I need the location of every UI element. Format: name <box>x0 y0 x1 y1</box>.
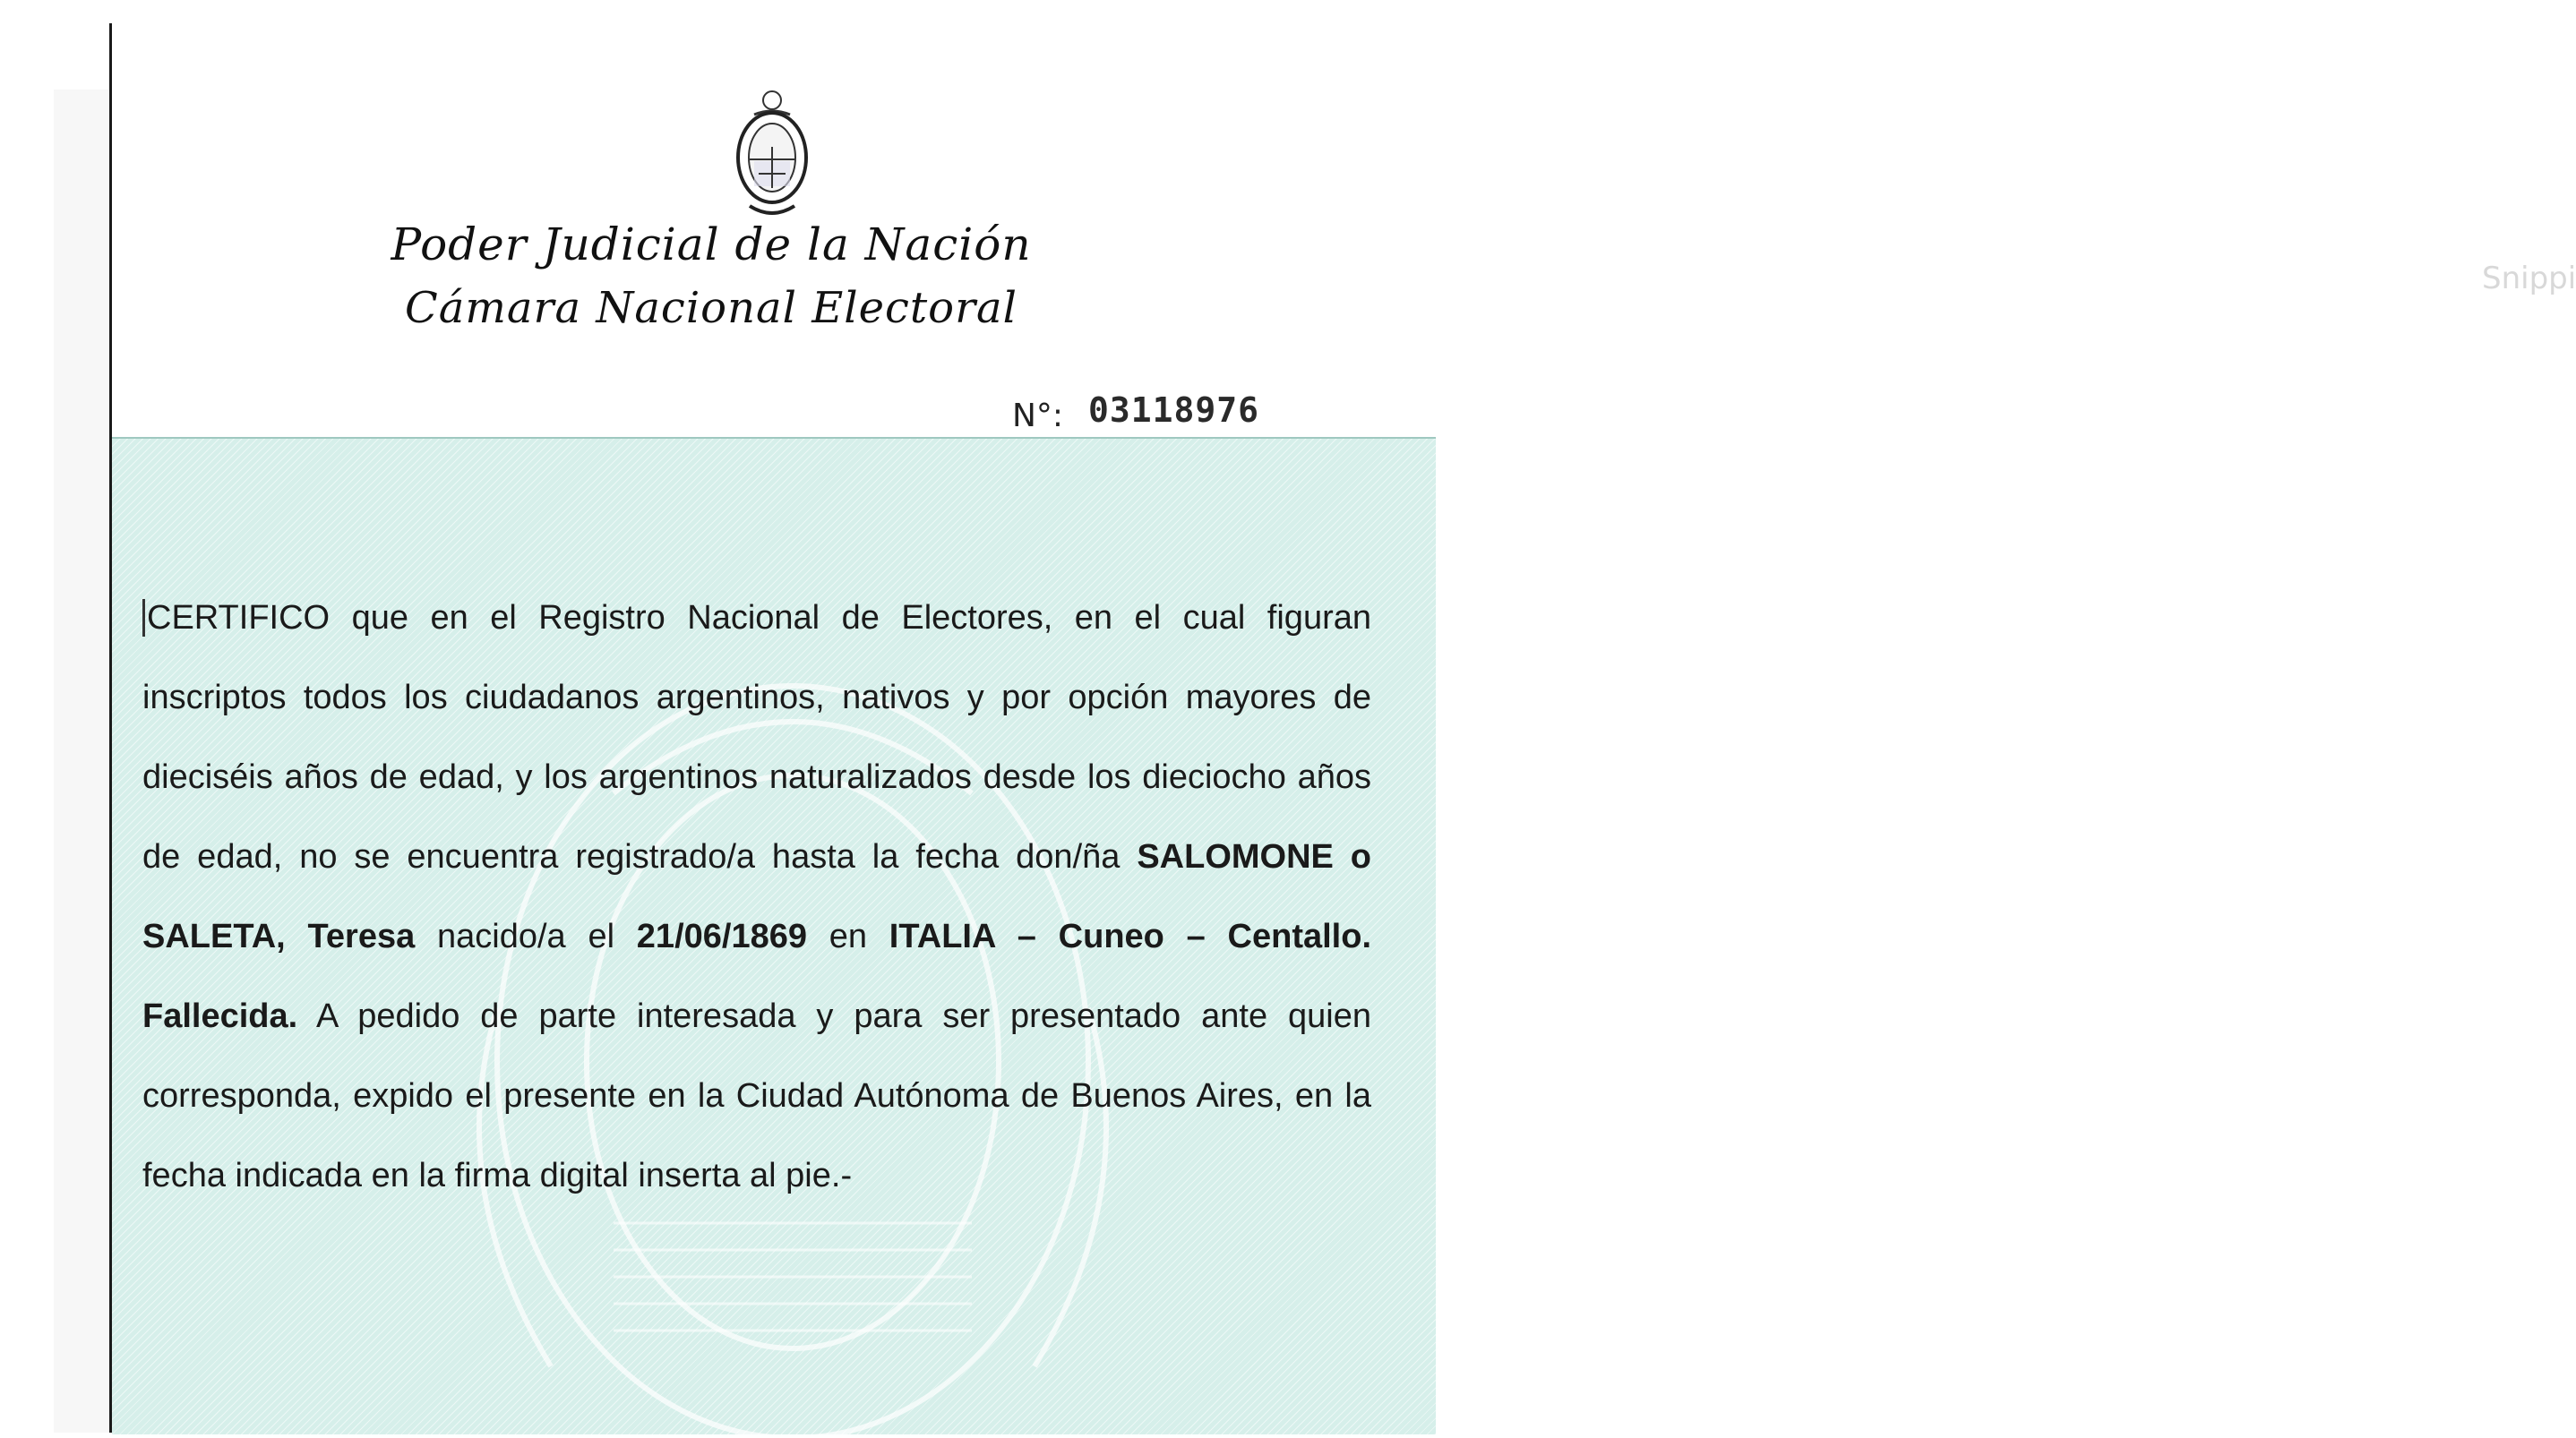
institution-title: Poder Judicial de la Nación <box>391 218 1032 270</box>
person-name: SALOMONE o SALETA, Teresa <box>142 838 1371 955</box>
coat-of-arms-icon <box>732 88 812 222</box>
body-text-part-2: nacido/a el <box>415 918 637 955</box>
text-cursor <box>142 599 145 637</box>
birth-date: 21/06/1869 <box>636 918 807 955</box>
chamber-title: Cámara Nacional Electoral <box>405 283 1018 333</box>
body-text-part-1: CERTIFICO que en el Registro Nacional de Electores, en el cual figuran inscriptos todos los ciudadanos argentinos, nativos y por opción mayores de dieciséis años de edad, y los argentinos naturalizados desde los dieciocho años de edad, no se encuentra registrado/a hasta la fecha don/ña <box>142 599 1371 876</box>
body-text-part-4: A pedido de parte interesada y para ser presentado ante quien corresponda, expido el presente en la Ciudad Autónoma de Buenos Aires, en la fecha indicada en la firma digital inserta al pie.- <box>142 997 1371 1194</box>
birth-place: ITALIA – Cuneo – Centallo. Fallecida. <box>142 918 1372 1035</box>
body-text-part-3: en <box>806 918 889 955</box>
number-label: N°: <box>1012 398 1064 434</box>
background-snip-label: Snippi <box>2482 261 2576 296</box>
certificate-number: 03118976 <box>1088 390 1260 430</box>
certificate-body <box>142 578 1371 1216</box>
certificate-header <box>112 23 1436 435</box>
certificate-page <box>109 23 1436 1433</box>
